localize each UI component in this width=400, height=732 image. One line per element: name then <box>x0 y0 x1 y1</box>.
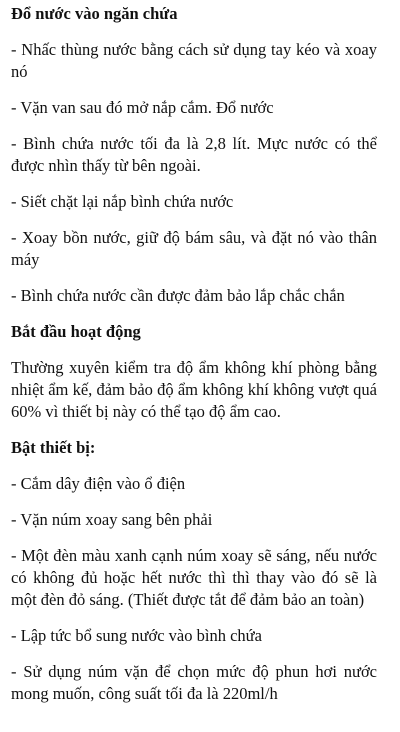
instruction-item: - Vặn núm xoay sang bên phải <box>11 510 213 529</box>
section-heading: Đổ nước vào ngăn chứa <box>11 4 178 23</box>
instruction-item: - Siết chặt lại nắp bình chứa nước <box>11 192 234 211</box>
section-heading: Bật thiết bị: <box>11 438 96 457</box>
section-turn-on-device <box>11 437 377 705</box>
section-heading: Bắt đầu hoạt động <box>11 322 141 341</box>
instruction-item: - Xoay bồn nước, giữ độ bám sâu, và đặt nó vào thân máy <box>11 228 377 269</box>
section-fill-water <box>11 3 377 307</box>
instruction-item: - Nhấc thùng nước bằng cách sử dụng tay kéo và xoay nó <box>11 40 377 81</box>
instruction-item: - Sử dụng núm vặn để chọn mức độ phun hơi nước mong muốn, công suất tối đa là 220ml/h <box>11 662 377 703</box>
instruction-item: - Lập tức bổ sung nước vào bình chứa <box>11 626 262 645</box>
document-body <box>11 3 377 719</box>
body-paragraph: Thường xuyên kiểm tra độ ẩm không khí phòng bằng nhiệt ẩm kế, đảm bảo độ ẩm không khí không vượt quá 60% vì thiết bị này có thể tạo độ ẩm cao. <box>11 358 377 421</box>
instruction-item: - Một đèn màu xanh cạnh núm xoay sẽ sáng, nếu nước có không đủ hoặc hết nước thì thì thay vào đó sẽ là một đèn đỏ sáng. (Thiết được tắt để đảm bảo an toàn) <box>11 546 377 609</box>
instruction-item: - Bình chứa nước tối đa là 2,8 lít. Mực nước có thể được nhìn thấy từ bên ngoài. <box>11 134 377 175</box>
instruction-item: - Bình chứa nước cần được đảm bảo lắp chắc chắn <box>11 286 345 305</box>
instruction-item: - Vặn van sau đó mở nắp cắm. Đổ nước <box>11 98 274 117</box>
section-start-operation <box>11 321 377 423</box>
instruction-item: - Cắm dây điện vào ổ điện <box>11 474 186 493</box>
